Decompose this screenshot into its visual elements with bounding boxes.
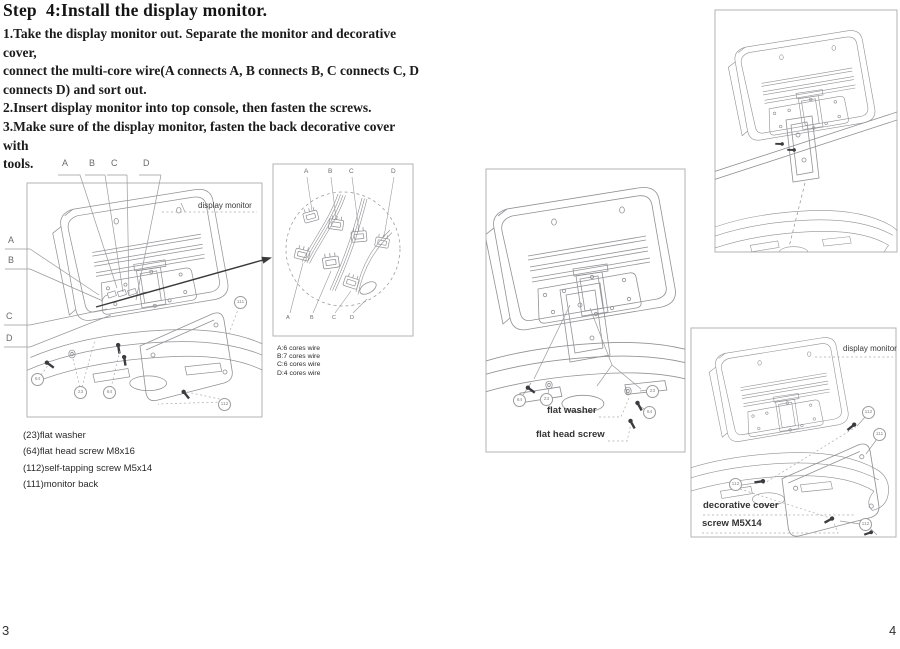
- label-display-monitor: display monitor: [198, 201, 252, 210]
- callout-111: 111: [873, 428, 886, 441]
- label-screw-m5x14: screw M5X14: [702, 518, 762, 529]
- wire-letter-c: C: [349, 168, 354, 175]
- parts-list-item: (64)flat head screw M8x16: [23, 446, 135, 458]
- page-number-right: 4: [889, 623, 897, 638]
- wire-letter-a: A: [286, 315, 290, 321]
- instructions: [3, 25, 423, 174]
- callout-23: 23: [540, 393, 553, 406]
- callout-64: 64: [643, 406, 656, 419]
- wire-legend-item: C:6 cores wire: [277, 361, 321, 369]
- diagram2-drawing: [286, 192, 400, 306]
- parts-list-item: (111)monitor back: [23, 479, 99, 491]
- callout-112: 112: [218, 398, 231, 411]
- diagram1-drawing: [27, 189, 287, 400]
- wire-letter-d: D: [350, 315, 354, 321]
- parts-list: [23, 428, 152, 494]
- callout-64: 64: [513, 394, 526, 407]
- wire-letter-b: B: [89, 158, 96, 168]
- wire-letter-b: B: [310, 315, 314, 321]
- diagram4-drawing: [699, 31, 900, 263]
- diagram1-leaders: [4, 175, 161, 347]
- label-flat-head-screw: flat head screw: [536, 429, 605, 440]
- page-number-left: 3: [2, 623, 10, 638]
- wire-letter-d: D: [6, 333, 13, 343]
- wire-legend: [277, 345, 320, 378]
- callout-23: 23: [74, 386, 87, 399]
- wire-letter-b: B: [8, 255, 15, 265]
- instruction-line: 3.Make sure of the display monitor, fasten the back decorative cover with: [3, 118, 395, 153]
- callout-112: 112: [729, 478, 742, 491]
- callout-112: 112: [859, 518, 872, 531]
- wire-letter-a: A: [304, 168, 309, 175]
- wire-letter-c: C: [111, 158, 118, 168]
- parts-list-item: (112)self-tapping screw M5x14: [23, 462, 153, 474]
- callout-112: 112: [862, 406, 875, 419]
- instruction-line: connects D) and sort out.: [3, 81, 147, 97]
- callout-64: 64: [103, 386, 116, 399]
- label-flat-washer: flat washer: [547, 405, 597, 416]
- wire-letter-d: D: [391, 168, 396, 175]
- wire-legend-item: D:4 cores wire: [277, 369, 321, 377]
- diagram1-dotted-leaders: [41, 212, 257, 404]
- label-display-monitor: display monitor: [843, 344, 897, 353]
- instruction-line: 2.Insert display monitor into top console, then fasten the screws.: [3, 100, 372, 116]
- wire-letter-b: B: [328, 168, 333, 175]
- callout-64: 64: [31, 373, 44, 386]
- instruction-line: 1.Take the display monitor out. Separate the monitor and decorative cover,: [3, 26, 397, 60]
- instruction-line: tools.: [3, 156, 34, 172]
- page-title: Step 4:Install the display monitor.: [3, 0, 268, 20]
- label-decorative-cover: decorative cover: [703, 500, 779, 511]
- callout-23: 23: [646, 385, 659, 398]
- wire-letter-c: C: [6, 311, 13, 321]
- instruction-line: connect the multi-core wire(A connects A, B connects B, C connects C, D: [3, 63, 420, 79]
- wire-legend-item: B:7 cores wire: [277, 353, 321, 361]
- diagram5-hardware: [754, 421, 873, 538]
- wire-legend-item: A:6 cores wire: [277, 345, 321, 352]
- wire-letter-a: A: [62, 158, 69, 168]
- diagram3-drawing: [444, 187, 740, 418]
- wire-letter-c: C: [332, 315, 336, 321]
- parts-list-item: (23)flat washer: [23, 430, 86, 441]
- wire-letter-d: D: [143, 158, 150, 168]
- callout-111: 111: [234, 296, 247, 309]
- wire-letter-a: A: [8, 235, 15, 245]
